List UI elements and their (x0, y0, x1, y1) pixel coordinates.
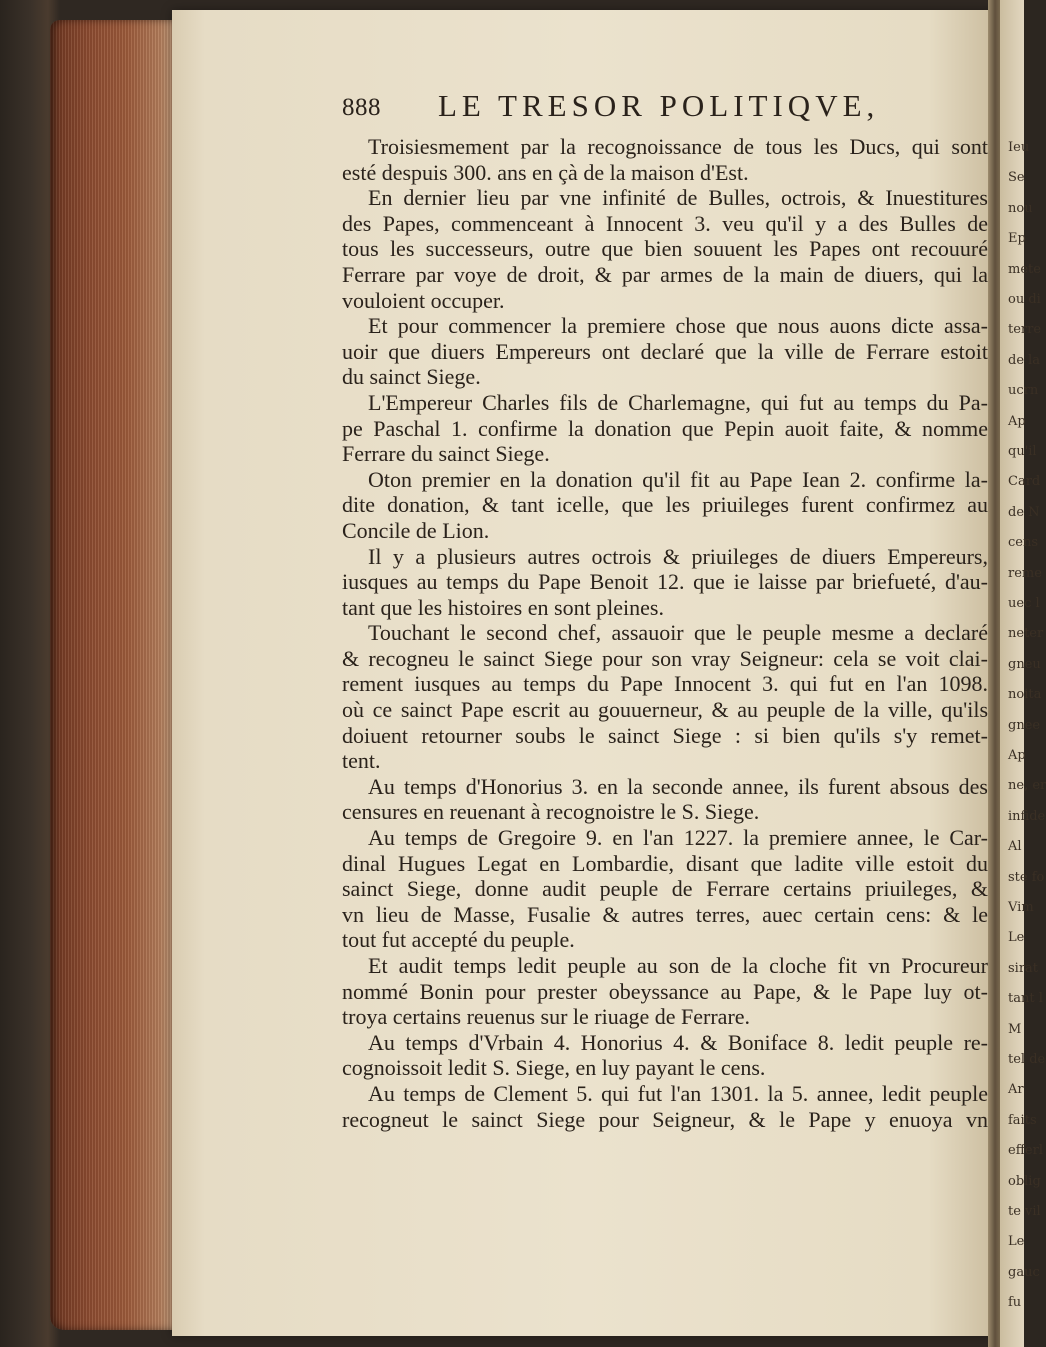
text-line: iusques au temps du Pape Benoit 12. que ie laisse par briefueté, d'au- (342, 569, 988, 595)
text-line: des Papes, commenceant à Innocent 3. veu qu'il y a des Bulles de (342, 210, 988, 236)
facing-page-fragment: de la (1008, 352, 1041, 368)
facing-page-fragment: mete (1008, 261, 1041, 277)
facing-page-fragment: oblig (1008, 1173, 1041, 1189)
text-line: du sainct Siege. (342, 364, 481, 390)
text-line: vn lieu de Masse, Fusalie & autres terres, auec certain cens: & le (342, 901, 988, 927)
text-line: Touchant le second chef, assauoir que le peuple mesme a declaré (368, 620, 988, 646)
facing-page-edge (1000, 0, 1046, 1347)
facing-page-fragment: tel de (1008, 1052, 1046, 1067)
text-line: Ferrare par voye de droit, & par armes de la main de diuers, qui la (342, 261, 988, 287)
facing-page-fragment: Card (1008, 474, 1041, 490)
facing-page-fragment: Se (1008, 170, 1025, 186)
text-line: Au temps d'Honorius 3. en la seconde annee, ils furent absous des (368, 773, 988, 799)
text-line: rement iusques au temps du Pape Innocent 3. qui fut en l'an 1098. (342, 671, 988, 697)
running-title: LE TRESOR POLITIQVE, (438, 88, 880, 123)
text-line: cognoissoit ledit S. Siege, en luy payant le cens. (342, 1055, 766, 1081)
text-line: sainct Siege, donne audit peuple de Ferrare certains priuileges, & (342, 876, 988, 902)
facing-page-fragment: te vil (1008, 1204, 1041, 1219)
facing-page-fragment: gauc (1008, 1264, 1040, 1280)
facing-page-fragment: gnee (1008, 717, 1041, 733)
facing-page-fragment: ne, er (1008, 778, 1046, 794)
facing-page-fragment: efferl (1008, 1143, 1043, 1159)
facing-page-fragment: Ap (1008, 413, 1026, 429)
text-line: uoir que diuers Empereurs ont declaré que la ville de Ferrare estoit (342, 338, 988, 364)
text-line: dite donation, & tant icelle, que les priuileges furent confirmez au (342, 492, 988, 518)
facing-page-fragment: uec l (1008, 596, 1040, 611)
facing-page-fragment: noita (1008, 687, 1042, 703)
facing-page-fragment: neter (1008, 626, 1044, 642)
text-line: Oton premier en la donation qu'il fit au Pape Iean 2. confirme la- (368, 466, 988, 492)
facing-page-fragment: Le (1008, 1234, 1025, 1250)
text-line: & recogneu le sainct Siege pour son vray Seigneur: cela se voit clai- (342, 645, 988, 671)
facing-page-fragment: de N (1008, 504, 1040, 520)
text-line: dinal Hugues Legat en Lombardie, disant que ladite ville estoit du (342, 850, 988, 876)
book-page-edges (50, 20, 178, 1330)
body-text (342, 134, 988, 1132)
text-line: recogneut le sainct Siege pour Seigneur, & le Pape y enuoya vn (342, 1106, 988, 1132)
text-line: esté despuis 300. ans en çà de la maison d'Est. (342, 159, 749, 185)
facing-page-fragment: Al (1008, 839, 1022, 855)
text-line: troya certains reuenus sur le riuage de Ferrare. (342, 1004, 751, 1030)
facing-page-fragment: gneu (1008, 656, 1041, 672)
facing-page-fragment: Ar (1008, 1082, 1024, 1098)
text-line: L'Empereur Charles fils de Charlemagne, qui fut au temps du Pa- (368, 389, 988, 415)
running-head (342, 88, 982, 128)
facing-page-fragment: terre (1008, 322, 1042, 338)
facing-page-fragment: nou (1008, 200, 1033, 216)
facing-page-fragment: ou di (1008, 292, 1041, 307)
text-line: Au temps de Clement 5. qui fut l'an 1301. la 5. annee, ledit peuple (368, 1080, 988, 1106)
text-line: En dernier lieu par vne infinité de Bulles, octrois, & Inuestitures (368, 185, 988, 211)
facing-page-fragment: Ep (1008, 231, 1026, 247)
text-line: nommé Bonin pour prester obeyssance au Pape, & le Pape luy ot- (342, 978, 988, 1004)
text-line: Ferrare du sainct Siege. (342, 441, 550, 467)
text-line: Il y a plusieurs autres octrois & priuileges de diuers Empereurs, (368, 543, 988, 569)
facing-page-fragment: faits (1008, 1112, 1037, 1128)
facing-page-fragment: ste fo (1008, 869, 1045, 885)
text-line: Et audit temps ledit peuple au son de la cloche fit vn Procureur (368, 953, 988, 978)
facing-page-fragment: fu (1008, 1295, 1022, 1311)
facing-page-fragment: tant l (1008, 991, 1043, 1007)
facing-page-fragment: sirat (1008, 960, 1039, 976)
text-line: Au temps d'Vrbain 4. Honorius 4. & Boniface 8. ledit peuple re- (368, 1029, 988, 1055)
text-line: tout fut accepté du peuple. (342, 927, 575, 953)
text-line: Au temps de Gregoire 9. en l'an 1227. la premiere annee, le Car- (368, 825, 988, 851)
facing-page-fragment: cens (1008, 535, 1039, 551)
facing-page-fragment: M (1008, 1021, 1022, 1037)
text-line: tant que les histoires en sont pleines. (342, 594, 664, 620)
page-number: 888 (342, 94, 381, 121)
facing-page-fragment: Le (1008, 930, 1025, 946)
text-line: où ce sainct Pape escrit au gouuerneur, & au peuple de la ville, qu'ils (342, 697, 988, 723)
text-line: Troisiesmement par la recognoissance de tous les Ducs, qui sont (368, 134, 988, 159)
facing-page-fragment: Vim (1008, 900, 1034, 915)
text-line: pe Paschal 1. confirme la donation que Pepin auoit faite, & nomme (342, 415, 988, 441)
text-line: vouloient occuper. (342, 287, 505, 313)
facing-page-fragment: Ieu (1008, 140, 1030, 155)
facing-page-fragment: qu'il (1008, 444, 1037, 459)
facing-page-fragment: ucrn (1008, 383, 1039, 399)
text-line: tous les successeurs, outre que bien souuent les Papes ont recouuré (342, 236, 988, 262)
text-line: censures en reuenant à recognoistre le S. Siege. (342, 799, 760, 825)
text-line: tent. (342, 748, 381, 774)
text-line: Concile de Lion. (342, 517, 490, 543)
text-line: Et pour commencer la premiere chose que nous auons dicte assa- (368, 313, 988, 339)
facing-page-fragment: Ap (1008, 748, 1026, 763)
facing-page-fragment: reme (1008, 565, 1042, 581)
text-line: doiuent retourner soubs le sainct Siege : si bien qu'ils s'y remet- (342, 722, 988, 748)
facing-page-fragment: infide (1008, 808, 1046, 824)
